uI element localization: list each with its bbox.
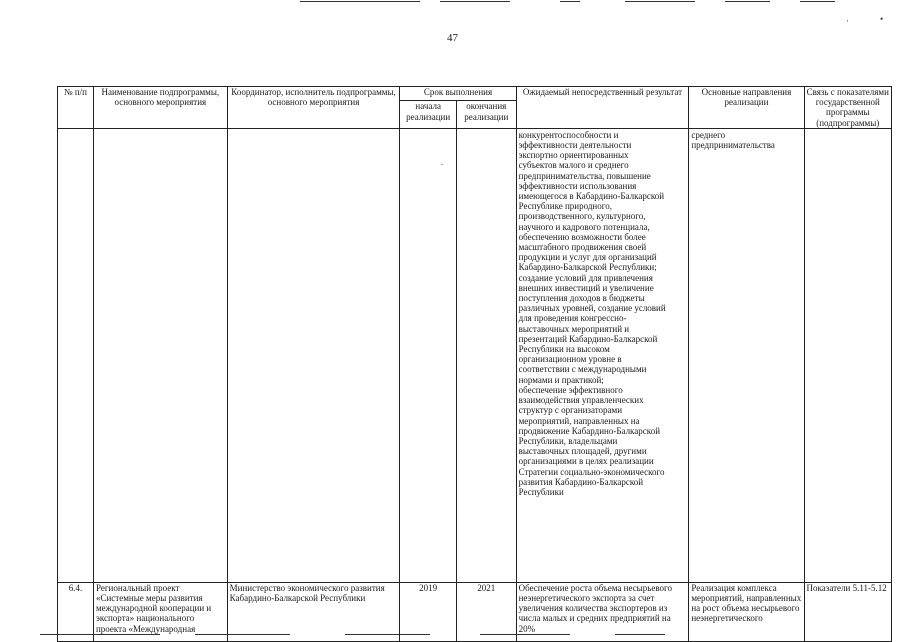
cell-empty bbox=[400, 128, 457, 582]
cell-end: 2021 bbox=[456, 582, 516, 641]
header-term: Срок выполнения bbox=[400, 87, 516, 101]
scan-mark: • bbox=[880, 14, 884, 24]
header-direction: Основные направления реализации bbox=[689, 87, 804, 129]
page-number: 47 bbox=[447, 32, 458, 44]
scan-line bbox=[625, 1, 695, 2]
scan-line bbox=[300, 1, 420, 2]
scan-line bbox=[440, 1, 510, 2]
cell-empty bbox=[58, 128, 94, 582]
header-coordinator: Координатор, исполнитель подпрограммы, основного мероприятия bbox=[227, 87, 400, 129]
cell-start: 2019 bbox=[400, 582, 457, 641]
cell-result: конкурентоспособности и эффективности деятельности экспортно ориентированных субъектов малого и среднего предпринимательства, повышение эффективности использования имеющегося в Кабардино-Балкарской Республике природного, производственного, культурного, научного и кадрового потенциала, обеспечению возможности более масштабного продвижения своей продукции и услуг для организаций Кабардино-Балкарской Республики; создание условий для привлечения внешних инвестиций и увеличение поступления доходов в бюджеты различных уровней, создание условий для проведения конгрессно- выставочных мероприятий и презентаций Кабардино-Балкарской Республики на высоком организационном уровне в соответствии с международными нормами и практикой; обеспечение эффективного взаимодействия управленческих структур с организаторами мероприятий, направленных на продвижение Кабардино-Балкарской Республики, владельцами выставочных площадей, другими организациями в целях реализации Стратегии социально-экономического развития Кабардино-Балкарской Республики bbox=[516, 128, 689, 582]
cell-direction: среднего предпринимательства bbox=[689, 128, 804, 582]
table-header-row bbox=[58, 87, 892, 101]
header-num: № п/п bbox=[58, 87, 94, 129]
header-start: начала реализации bbox=[400, 101, 457, 128]
scan-mark: . bbox=[441, 158, 443, 167]
cell-empty bbox=[93, 128, 227, 582]
header-name: Наименование подпрограммы, основного мероприятия bbox=[93, 87, 227, 129]
cell-link: Показатели 5.11-5.12 bbox=[804, 582, 891, 641]
header-link: Связь с показателями государственной программы (подпрограммы) bbox=[804, 87, 891, 129]
program-table bbox=[57, 86, 892, 642]
header-end: окончания реализации bbox=[456, 101, 516, 128]
cell-result: Обеспечение роста объема несырьевого неэнергетического экспорта за счет увеличения количества экспортеров из числа малых и средних предприятий на 20% bbox=[516, 582, 689, 641]
table-row bbox=[58, 582, 892, 641]
scan-line bbox=[560, 1, 580, 2]
cell-empty bbox=[227, 128, 400, 582]
cell-empty bbox=[804, 128, 891, 582]
cell-name: Региональный проект «Системные меры развития международной кооперации и экспорта» национального проекта «Международная bbox=[93, 582, 227, 641]
cell-coordinator: Министерство экономического развития Кабардино-Балкарской Республики bbox=[227, 582, 400, 641]
scan-line bbox=[800, 1, 835, 2]
table-row-continuation bbox=[58, 128, 892, 582]
cell-empty bbox=[456, 128, 516, 582]
scan-line bbox=[725, 1, 770, 2]
cell-num: 6.4. bbox=[58, 582, 94, 641]
cell-direction: Реализация комплекса мероприятий, направленных на рост объема несырьевого неэнергетического bbox=[689, 582, 804, 641]
header-result: Ожидаемый непосредственный результат bbox=[516, 87, 689, 129]
scan-mark: · bbox=[846, 16, 849, 26]
